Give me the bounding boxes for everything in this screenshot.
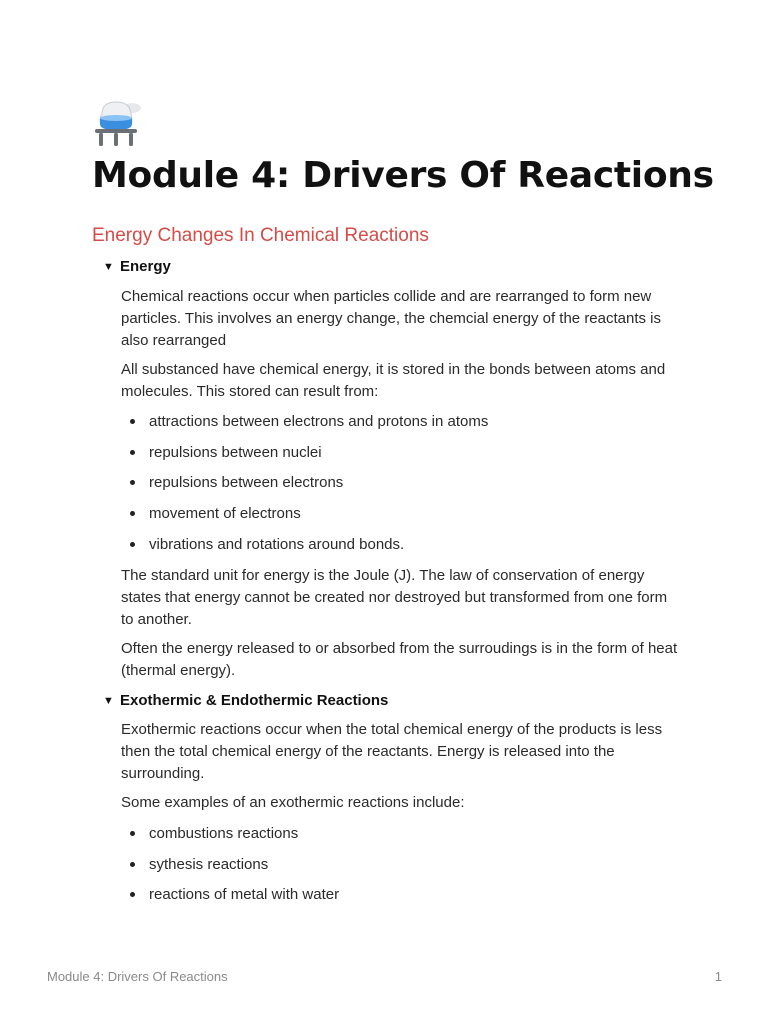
paragraph: Often the energy released to or absorbed from the surroudings is in the form of heat (thermal energy).	[121, 640, 678, 679]
list-item: vibrations and rotations around bonds.	[130, 535, 404, 555]
page-title: Module 4: Drivers Of Reactions	[92, 155, 714, 196]
section-heading: Energy Changes In Chemical Reactions	[92, 225, 429, 246]
toggle-triangle-icon[interactable]: ▼	[103, 695, 114, 707]
bullet-icon	[130, 542, 135, 547]
bullet-icon	[130, 511, 135, 516]
page-number: 1	[714, 969, 722, 984]
list-item: movement of electrons	[130, 504, 301, 524]
paragraph: All substanced have chemical energy, it is stored in the bonds between atoms and molecules. This stored can result from:	[121, 361, 666, 400]
list-item: repulsions between electrons	[130, 473, 343, 493]
list-item: sythesis reactions	[130, 855, 268, 875]
flask-icon	[92, 96, 144, 148]
bullet-icon	[130, 480, 135, 485]
toggle-energy[interactable]	[103, 257, 171, 277]
bullet-icon	[130, 862, 135, 867]
toggle-label: Exothermic & Endothermic Reactions	[120, 692, 389, 709]
paragraph: The standard unit for energy is the Joule (J). The law of conservation of energy states that energy cannot be created nor destroyed but transformed from one form to another.	[121, 567, 668, 628]
list-item: reactions of metal with water	[130, 885, 339, 905]
toggle-exothermic-endothermic[interactable]	[103, 691, 388, 711]
footer-title: Module 4: Drivers Of Reactions	[47, 969, 228, 984]
paragraph: Some examples of an exothermic reactions include:	[121, 794, 465, 811]
bullet-icon	[130, 892, 135, 897]
paragraph: Exothermic reactions occur when the total chemical energy of the products is less then the total chemical energy of the reactants. Energy is released into the surrounding.	[121, 721, 663, 782]
toggle-triangle-icon[interactable]: ▼	[103, 261, 114, 273]
toggle-label: Energy	[120, 258, 171, 275]
list-item: combustions reactions	[130, 824, 298, 844]
bullet-icon	[130, 450, 135, 455]
bullet-icon	[130, 419, 135, 424]
list-item: repulsions between nuclei	[130, 443, 322, 463]
paragraph: Chemical reactions occur when particles collide and are rearranged to form new particles. This involves an energy change, the chemcial energy of the reactants is also rearranged	[121, 288, 662, 349]
bullet-icon	[130, 831, 135, 836]
list-item: attractions between electrons and protons in atoms	[130, 412, 488, 432]
